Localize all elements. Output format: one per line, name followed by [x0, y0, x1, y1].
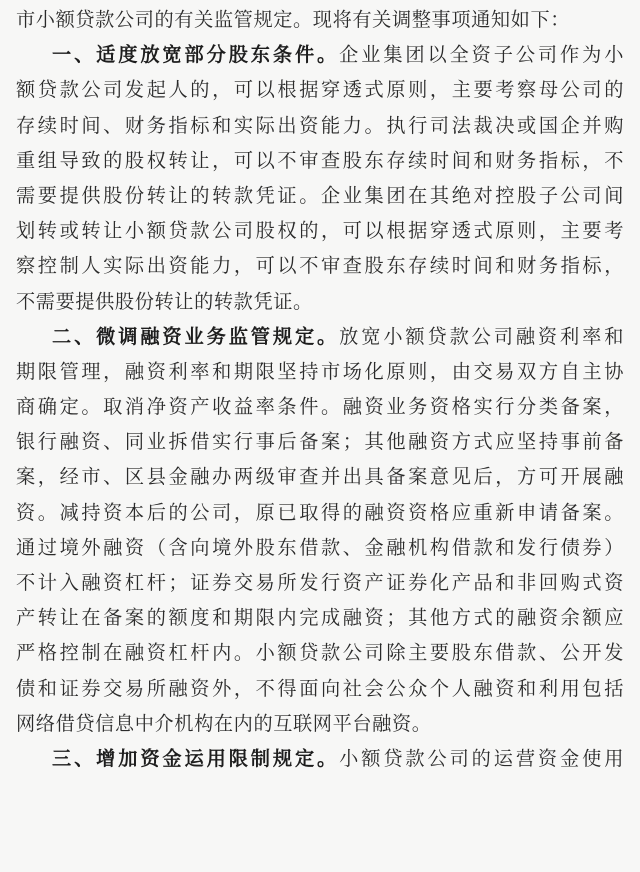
- section-2-line-10: 债和证券交易所融资外，不得面向社会公众个人融资和利用包括: [16, 676, 624, 700]
- section-1-line-3: 重组导致的股权转让，可以不审查股东存续时间和财务指标，不: [16, 148, 624, 172]
- section-2-line-8: 产转让在备案的额度和期限内完成融资；其他方式的融资余额应: [16, 606, 624, 630]
- section-3-first-line: [16, 741, 624, 776]
- section-2-first-line: [16, 319, 624, 354]
- section-1-line-6: 察控制人实际出资能力，可以不审查股东存续时间和财务指标，: [16, 254, 624, 278]
- section-1-first-line: [16, 37, 624, 72]
- section-2-line-2: 商确定。取消净资产收益率条件。融资业务资格实行分类备案，: [16, 395, 624, 419]
- section-3-line-0: 小额贷款公司的运营资金使用: [339, 746, 624, 770]
- section-2-line-0: 放宽小额贷款公司融资利率和: [339, 324, 624, 348]
- section-2-line-5: 资。减持资本后的公司，原已取得的融资资格应重新申请备案。: [16, 500, 624, 524]
- section-1-line-0: 企业集团以全资子公司作为小: [339, 43, 624, 67]
- section-1-line-1: 额贷款公司发起人的，可以根据穿透式原则，主要考察母公司的: [16, 78, 624, 102]
- section-2-line-11: 网络借贷信息中介机构在内的互联网平台融资。: [16, 711, 432, 735]
- section-2-line-9: 严格控制在融资杠杆内。小额贷款公司除主要股东借款、公开发: [16, 641, 624, 665]
- intro-line: 市小额贷款公司的有关监管规定。现将有关调整事项通知如下：: [16, 8, 571, 31]
- section-2-line-7: 不计入融资杠杆；证券交易所发行资产证券化产品和非回购式资: [16, 571, 624, 594]
- section-1-line-2: 存续时间、财务指标和实际出资能力。执行司法裁决或国企并购: [16, 113, 624, 137]
- section-2-line-3: 银行融资、同业拆借实行事后备案；其他融资方式应坚持事前备: [16, 430, 624, 454]
- section-1-line-7: 不需要提供股份转让的转款凭证。: [16, 289, 313, 313]
- section-3-heading: 三、增加资金运用限制规定。: [52, 746, 340, 770]
- section-1-heading: 一、适度放宽部分股东条件。: [52, 43, 340, 67]
- section-2-heading: 二、微调融资业务监管规定。: [52, 324, 340, 348]
- section-2-line-1: 期限管理，融资利率和期限坚持市场化原则，由交易双方自主协: [16, 359, 624, 383]
- section-2-line-6: 通过境外融资（含向境外股东借款、金融机构借款和发行债券）: [16, 535, 624, 559]
- section-2-line-4: 案，经市、区县金融办两级审查并出具备案意见后，方可开展融: [16, 465, 624, 489]
- section-1-line-5: 划转或转让小额贷款公司股权的，可以根据穿透式原则，主要考: [16, 219, 624, 243]
- document-body: [16, 2, 624, 776]
- section-1-line-4: 需要提供股份转让的转款凭证。企业集团在其绝对控股子公司间: [16, 183, 624, 207]
